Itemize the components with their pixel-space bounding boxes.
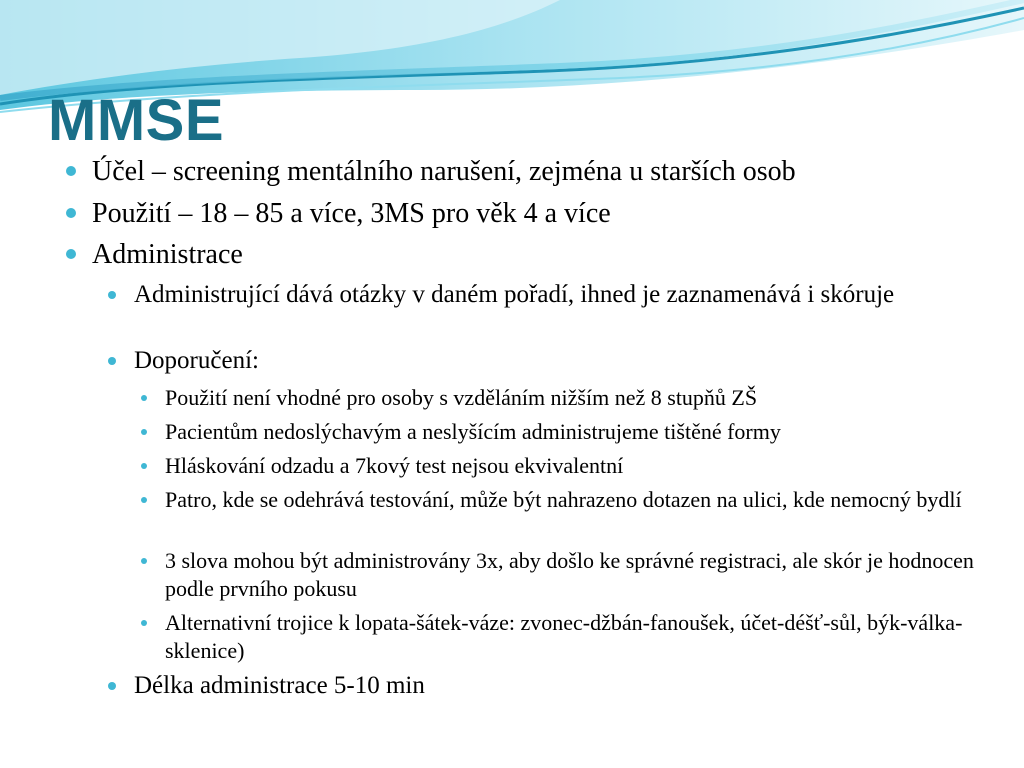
bullet-dot-icon <box>141 395 147 401</box>
bullet-dot-icon <box>108 357 116 365</box>
bullet-text: Administrace <box>92 239 243 270</box>
bullet-ucel <box>92 156 992 188</box>
bullet-administrace <box>92 239 992 271</box>
recommendation-item <box>165 452 985 480</box>
bullet-dot-icon <box>108 682 116 690</box>
bullet-dot-icon <box>141 429 147 435</box>
recommendation-item <box>165 547 985 603</box>
bullet-text: Administrující dává otázky v daném pořadí, ihned je zaznamenává i skóruje <box>134 281 895 308</box>
recommendation-item <box>165 486 985 514</box>
bullet-dot-icon <box>141 497 147 503</box>
bullet-text: 3 slova mohou být administrovány 3x, aby došlo ke správné registraci, ale skór je hodnocen podle prvního pokusu <box>165 548 974 601</box>
recommendation-item <box>165 609 985 665</box>
bullet-text: Použití – 18 – 85 a více, 3MS pro věk 4 a více <box>92 198 611 229</box>
bullet-text: Použití není vhodné pro osoby s vzděláním nižším než 8 stupňů ZŠ <box>165 385 758 410</box>
slide-title: MMSE <box>48 88 224 153</box>
bullet-dot-icon <box>141 463 147 469</box>
subbullet-delka <box>134 671 974 701</box>
bullet-dot-icon <box>66 208 76 218</box>
bullet-text: Účel – screening mentálního narušení, zejména u starších osob <box>92 156 796 187</box>
bullet-text: Patro, kde se odehrává testování, může být nahrazeno dotazen na ulici, kde nemocný bydlí <box>165 487 962 512</box>
bullet-text: Hláskování odzadu a 7kový test nejsou ekvivalentní <box>165 453 624 478</box>
bullet-text: Alternativní trojice k lopata-šátek-váze: zvonec-džbán-fanoušek, účet-déšť-sůl, býk-válka-sklenice) <box>165 610 963 663</box>
bullet-pouziti <box>92 198 992 230</box>
bullet-dot-icon <box>141 558 147 564</box>
bullet-dot-icon <box>66 249 76 259</box>
subbullet-doporuceni <box>134 346 974 376</box>
bullet-dot-icon <box>141 620 147 626</box>
bullet-dot-icon <box>108 291 116 299</box>
bullet-text: Doporučení: <box>134 347 259 374</box>
recommendation-item <box>165 418 985 446</box>
bullet-text: Pacientům nedoslýchavým a neslyšícím administrujeme tištěné formy <box>165 419 781 444</box>
recommendation-item <box>165 384 985 412</box>
subbullet-administrujici <box>134 280 974 310</box>
bullet-text: Délka administrace 5-10 min <box>134 672 425 699</box>
bullet-dot-icon <box>66 166 76 176</box>
